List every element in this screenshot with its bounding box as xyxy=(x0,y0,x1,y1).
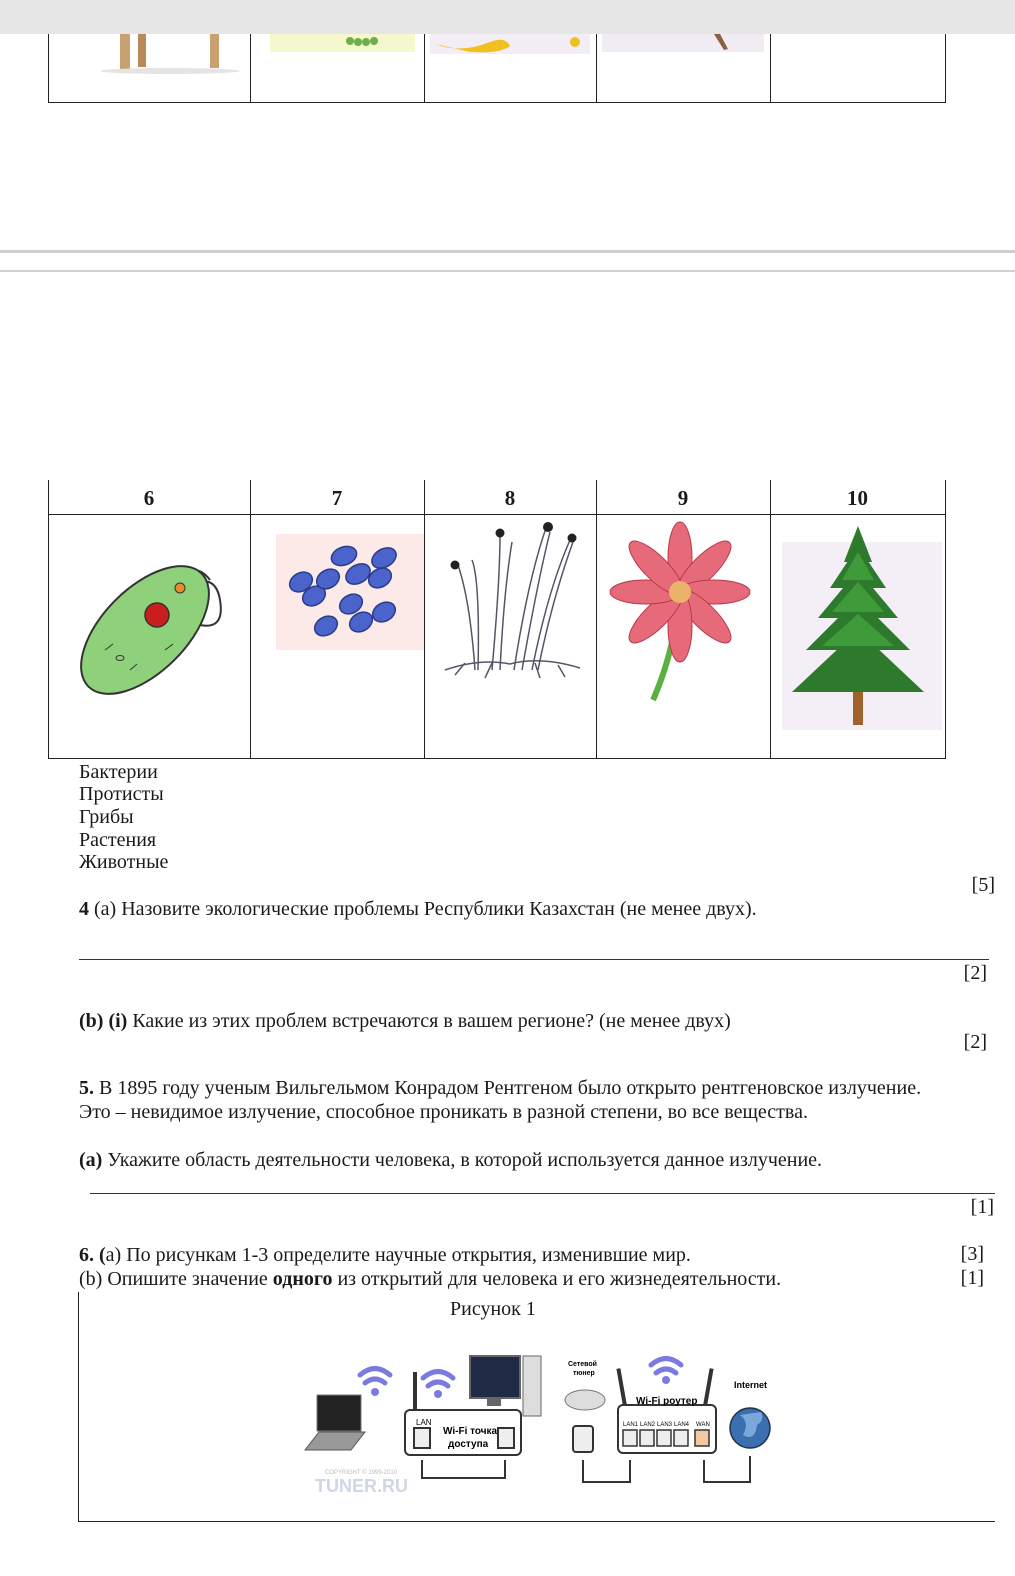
q6-number: 6. ( xyxy=(79,1244,106,1266)
mark-q5a: [1] xyxy=(970,1196,994,1218)
figure-caption: Рисунок 1 xyxy=(450,1298,536,1320)
deer-legs-icon xyxy=(100,34,250,74)
euglena-icon xyxy=(75,540,235,700)
yellow-protist-icon xyxy=(430,34,590,56)
q5a-body: Укажите область деятельности человека, в которой используется данное излучение. xyxy=(102,1149,823,1171)
q6a-body: а) По рисункам 1-3 определите научные открытия, изменившие мир. xyxy=(105,1244,691,1266)
q6a-text xyxy=(79,1243,691,1267)
category-plants: Растения xyxy=(79,829,157,851)
access-point-label-1: Wi-Fi точка xyxy=(443,1426,498,1437)
mark-q4a: [2] xyxy=(963,962,987,984)
q5a-text xyxy=(79,1148,822,1172)
category-bacteria: Бактерии xyxy=(79,761,158,783)
globe-icon xyxy=(730,1408,770,1448)
q6b-text xyxy=(79,1267,781,1291)
answer-line-q4a[interactable] xyxy=(79,959,989,960)
q4b-label: (b) (i) xyxy=(79,1010,128,1032)
wifi-network-diagram xyxy=(295,1350,785,1505)
table-header-8: 8 xyxy=(504,486,516,510)
port-lan3: LAN3 xyxy=(657,1422,673,1428)
q5-line2: Это – невидимое излучение, способное проникать в разной степени, во все вещества. xyxy=(79,1101,808,1123)
q6b-pre: (b) Опишите значение xyxy=(79,1268,273,1290)
mark-q6a: [3] xyxy=(960,1243,984,1265)
answer-line-q5a[interactable] xyxy=(90,1193,995,1194)
mark-q4b: [2] xyxy=(963,1031,987,1053)
q4a-body: (а) Назовите экологические проблемы Республики Казахстан (не менее двух). xyxy=(94,898,757,920)
spruce-tree-icon xyxy=(782,522,942,730)
mold-fungi-icon xyxy=(440,520,585,680)
q6b-bold: одного xyxy=(272,1268,333,1290)
q5-line1-body: В 1895 году ученым Вильгельмом Конрадом Рентгеном было открыто рентгеновское излучение. xyxy=(94,1077,922,1099)
port-lan2: LAN2 xyxy=(640,1422,656,1428)
page-break-bottom xyxy=(0,270,1015,272)
access-point-label-2: доступа xyxy=(448,1439,489,1450)
page-break-top xyxy=(0,250,1015,253)
desktop-pc-icon xyxy=(470,1356,541,1416)
q4a-text xyxy=(79,897,757,921)
green-algae-icon xyxy=(270,34,415,54)
port-wan: WAN xyxy=(696,1422,710,1428)
laptop-icon xyxy=(305,1395,365,1450)
port-lan4: LAN4 xyxy=(674,1422,690,1428)
cables xyxy=(422,1456,750,1482)
category-animals: Животные xyxy=(79,851,169,873)
mark-q6b: [1] xyxy=(960,1267,984,1289)
internet-label: Internet xyxy=(734,1380,768,1390)
router-label: Wi-Fi роутер xyxy=(636,1396,698,1407)
copyright-text: COPYRIGHT © 1999-2010 xyxy=(325,1470,398,1476)
watermark-logo: TUNER.RU xyxy=(315,1476,408,1496)
port-lan1: LAN1 xyxy=(623,1422,639,1428)
tuner-label-1: Сетевой xyxy=(568,1361,597,1368)
flower-icon xyxy=(605,520,755,710)
network-tuner-icon xyxy=(565,1390,605,1452)
table-header-7: 7 xyxy=(331,486,343,510)
top-bar xyxy=(0,0,1015,34)
tuner-label-2: тюнер xyxy=(573,1370,595,1377)
q4-number: 4 xyxy=(79,898,89,920)
q5-number: 5. xyxy=(79,1077,94,1099)
category-fungi: Грибы xyxy=(79,806,134,828)
router-port-labels xyxy=(623,1422,710,1428)
animal-remnant-icon xyxy=(602,34,764,54)
table-header-6: 6 xyxy=(143,486,155,510)
table-header-9: 9 xyxy=(677,486,689,510)
table-header-10: 10 xyxy=(847,486,868,510)
ap-lan-label: LAN xyxy=(416,1418,432,1427)
q6b-post: из открытий для человека и его жизнедеятельности. xyxy=(332,1268,782,1290)
mark-q3: [5] xyxy=(971,874,995,896)
bacteria-cocci-icon xyxy=(276,534,424,650)
q4b-body: Какие из этих проблем встречаются в вашем регионе? (не менее двух) xyxy=(127,1010,731,1032)
category-protists: Протисты xyxy=(79,783,164,805)
q5a-label: (а) xyxy=(79,1149,103,1171)
q4b-text xyxy=(79,1009,731,1033)
q5-line1 xyxy=(79,1076,921,1100)
